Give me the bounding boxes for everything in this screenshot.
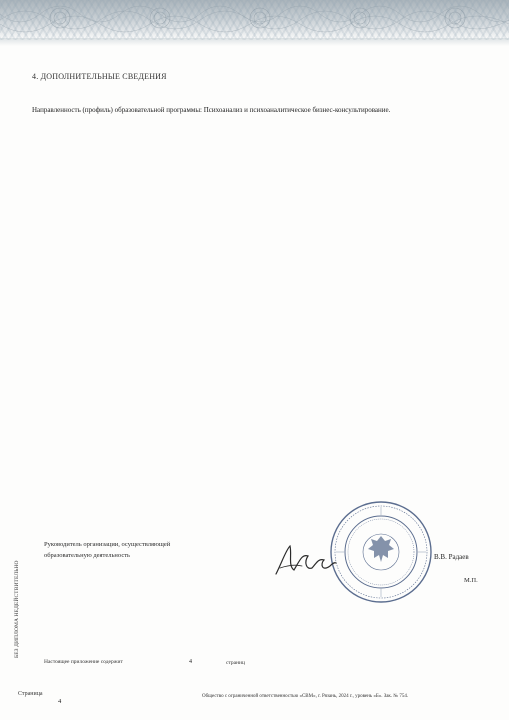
header-band-fade [0, 38, 509, 46]
stamp-place-label: М.П. [464, 577, 478, 584]
pages-count-value: 4 [189, 659, 192, 665]
pages-count-note: Настоящее приложение содержит [44, 659, 123, 665]
pages-count-unit: страниц [226, 660, 245, 666]
vertical-validity-label: БЕЗ ДИПЛОМА НЕДЕЙСТВИТЕЛЬНО [14, 560, 20, 658]
section-title: 4. ДОПОЛНИТЕЛЬНЫЕ СВЕДЕНИЯ [32, 72, 167, 81]
organization-head-title: Руководитель организации, осуществляющей образовательную деятельность [44, 541, 171, 559]
signer-name: В.В. Радаев [434, 553, 469, 561]
signature-icon [272, 540, 338, 585]
printer-imprint: Общество с ограниченной ответственностью «СВМ», г. Рязань, 2024 г., уровень «Б». Зак. № 754. [202, 694, 409, 699]
page-number: 4 [58, 698, 62, 705]
guilloche-header-band [0, 0, 509, 40]
guilloche-pattern [0, 0, 509, 40]
page-label: Страница [18, 691, 43, 697]
official-seal-icon [329, 500, 433, 609]
program-profile-text: Направленность (профиль) образовательной программы: Психоанализ и психоаналитическое бизнес-консультирование. [32, 106, 391, 114]
